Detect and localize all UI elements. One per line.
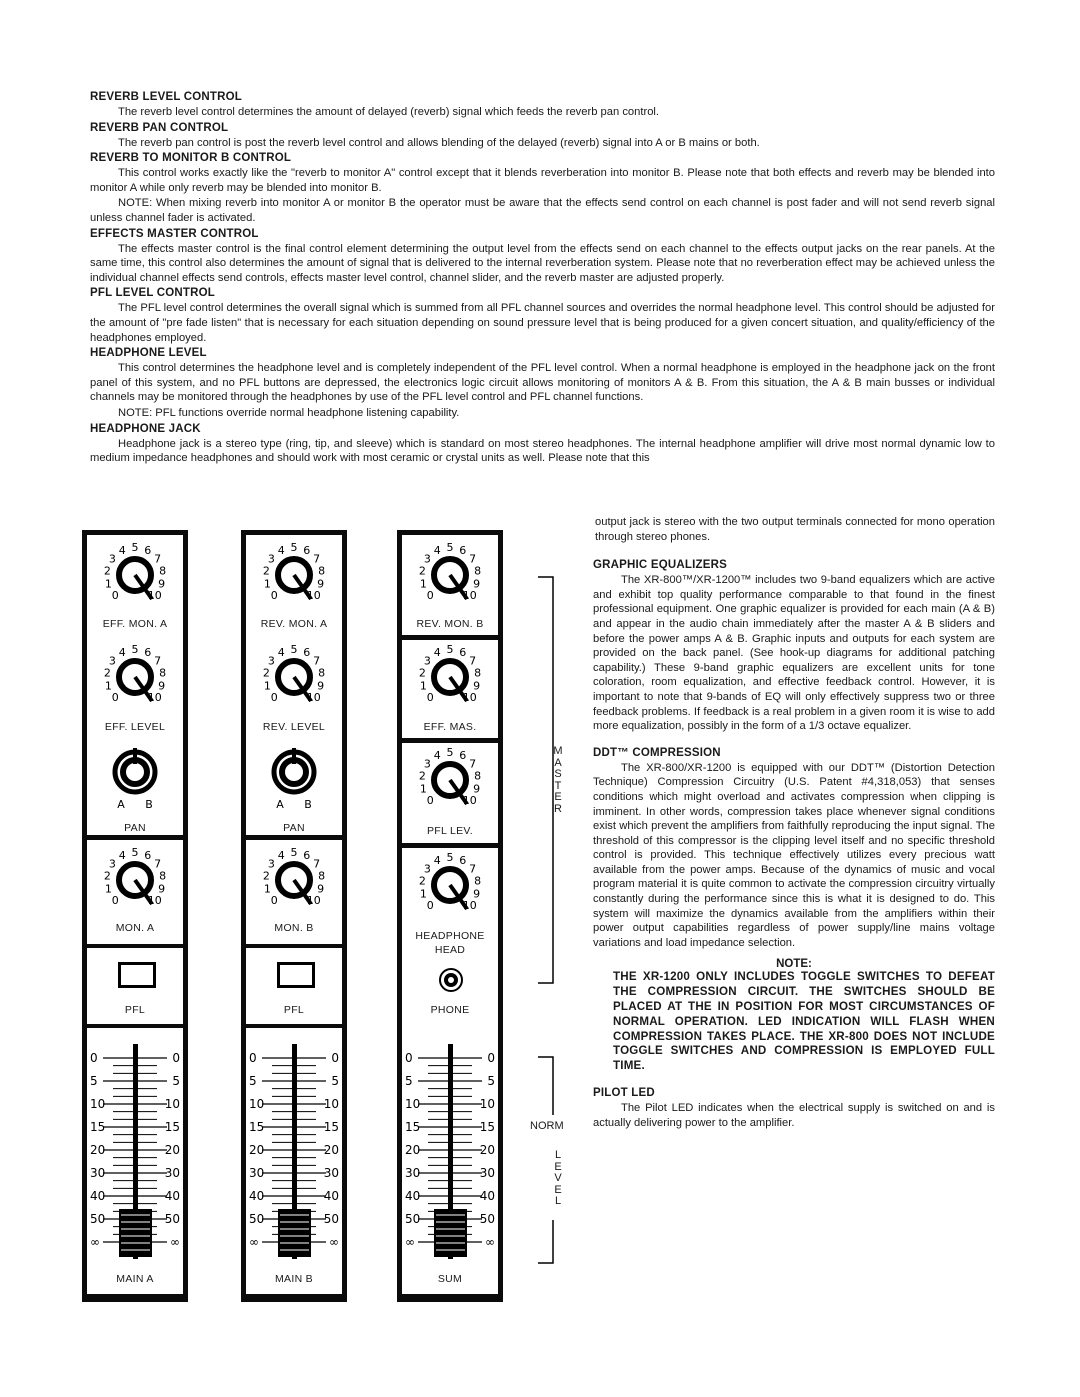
knob-scale-label: 0: [270, 893, 278, 907]
knob-scale-label: 3: [267, 552, 275, 566]
knob-scale-label: 4: [433, 544, 441, 558]
fader-scale-label: ∞: [90, 1235, 100, 1249]
knob-scale-label: 8: [318, 869, 326, 883]
section-heading: REVERB TO MONITOR B CONTROL: [90, 152, 292, 165]
knob-scale-label: 9: [317, 577, 325, 591]
knob-scale-label: 6: [459, 749, 467, 763]
graphic-eq-heading: GRAPHIC EQUALIZERS: [593, 559, 727, 572]
fader-scale-label: 10: [164, 1097, 180, 1111]
fader-scale: [246, 1028, 342, 1268]
knob-scale-label: 1: [419, 782, 427, 796]
fader-scale-label: 5: [90, 1074, 98, 1088]
fader-main-b[interactable]: [246, 1028, 342, 1294]
note-text: THE XR-1200 ONLY INCLUDES TOGGLE SWITCHES TO DEFEAT THE COMPRESSION CIRCUIT. THE SWITCHES SHOULD BE PLACED AT THE IN POSITION FOR MOST CIRCUMSTANCES OF NORMAL OPERATION. LED INDICATION WILL FLASH WHEN COMPRESSION TAKES PLACE. THE XR-800 DOES NOT INCLUDE TOGGLE SWITCHES AND COMPRESSION IS EMPLOYED FULL TIME.: [613, 970, 995, 1073]
knob-label: HEADPHONE: [415, 930, 485, 942]
knob-panel-c1: [402, 535, 498, 635]
knob-scale-label: 2: [418, 564, 426, 578]
section-paragraph: NOTE: PFL functions override normal headphone listening capability.: [118, 406, 460, 419]
knob-scale-label: 2: [262, 666, 270, 680]
knob-scale-label: 3: [108, 857, 116, 871]
rotary-knob[interactable]: [402, 845, 498, 925]
knob-scale-label: 3: [267, 654, 275, 668]
knob-scale-label: 7: [469, 862, 477, 876]
jack-label: PHONE: [430, 1004, 470, 1016]
fader-knob[interactable]: [119, 1209, 152, 1257]
knob-label: MON. B: [274, 922, 314, 934]
knob-scale-label: 2: [103, 666, 111, 680]
knob-label: REV. MON. A: [260, 618, 328, 630]
fader-scale-label: 40: [479, 1189, 495, 1203]
knob-scale-label: 4: [118, 544, 126, 558]
knob-scale-label: 6: [144, 849, 152, 863]
fader-scale-label: 20: [90, 1143, 106, 1157]
pan-end-label: B: [145, 798, 153, 811]
fader-scale-label: 50: [249, 1212, 265, 1226]
knob-scale-label: 2: [262, 869, 270, 883]
pan-knob[interactable]: [87, 738, 183, 818]
section-paragraph: The PFL level control determines the overall signal which is summed from all PFL channel sources and overrides the normal headphone level. This control should be adjusted for the amount of "pre fade listen" that is necessary for each situation depending on sound pressure level that is being produced for a given concert situation, and quality/efficiency of the headphones employed.: [90, 302, 995, 344]
knob-scale-label: 7: [313, 654, 321, 668]
knob-scale-label: 0: [426, 898, 434, 912]
fader-scale-label: 10: [249, 1097, 265, 1111]
knob-scale-label: 4: [118, 646, 126, 660]
knob-scale-label: 4: [433, 854, 441, 868]
knob-scale-label: 5: [446, 851, 454, 864]
knob-scale-label: 7: [469, 552, 477, 566]
knob-scale-label: 8: [474, 666, 482, 680]
knob-scale-label: 3: [423, 552, 431, 566]
channel-strip-main-a: [82, 530, 188, 1302]
fader-label: SUM: [437, 1273, 463, 1285]
knob-panel-c2: [402, 640, 498, 738]
fader-scale-label: 20: [249, 1143, 265, 1157]
knob-scale-label: 0: [111, 588, 119, 602]
fader-scale-label: 50: [90, 1212, 106, 1226]
pan-label: PAN: [124, 822, 146, 834]
knob-scale-label: 3: [423, 654, 431, 668]
knob-label: REV. MON. B: [416, 618, 484, 630]
rotary-knob[interactable]: [87, 535, 183, 615]
knob-scale-label: 6: [303, 849, 311, 863]
knob-scale-label: 9: [473, 679, 481, 693]
fader-scale-label: 15: [90, 1120, 106, 1134]
rotary-knob[interactable]: [402, 637, 498, 717]
knob-scale-label: 2: [262, 564, 270, 578]
fader-scale-label: 30: [164, 1166, 180, 1180]
knob-scale-label: 4: [433, 749, 441, 763]
knob-scale-label: 10: [306, 690, 321, 704]
knob-scale-label: 8: [474, 874, 482, 888]
fader-scale-label: 20: [164, 1143, 180, 1157]
knob-scale-label: 2: [103, 869, 111, 883]
fader-scale: [402, 1028, 498, 1268]
knob-scale-label: 0: [270, 588, 278, 602]
knob-scale-label: 8: [474, 564, 482, 578]
knob-scale-label: 9: [158, 577, 166, 591]
master-label: MASTER: [553, 745, 563, 815]
top-text: [90, 90, 995, 467]
fader-scale-label: 5: [331, 1074, 339, 1088]
knob-scale-label: 3: [108, 654, 116, 668]
knob-scale-label: 2: [103, 564, 111, 578]
knob-scale-label: 9: [317, 679, 325, 693]
fader-sum[interactable]: [402, 1028, 498, 1294]
graphic-eq-text: The XR-800™/XR-1200™ includes two 9-band equalizers which are active and exhibit top quality performance comparable to that found in the finest professional equipment. One graphic equalizer is provided for each main (A & B) and appear in the audio chain immediately after the master A & B sliders and before the power amps A & B. Graphic inputs and outputs for each system are provided on the back panel. (See hook-up diagrams for additional patching capability.) These 9-band graphic equalizers are excellent units for tone coloration, room equalization, and effective feedback control. However, it is important to note that 9-bands of EQ will only effectively suppress two or three feedback problems. If feedback is a real problem in a given room it is wise to add more equalization, possibly in the form of a 1/3 octave equalizer.: [593, 574, 995, 733]
pan-knob[interactable]: [246, 738, 342, 818]
pfl-button[interactable]: [277, 962, 315, 988]
continuation-text: output jack is stereo with the two output terminals connected for mono operation through stereo phones.: [595, 516, 995, 543]
knob-scale-label: 0: [270, 690, 278, 704]
knob-scale-label: 5: [290, 541, 298, 554]
knob-scale-label: 2: [418, 874, 426, 888]
knob-scale-label: 10: [462, 588, 477, 602]
knob-scale-label: 10: [147, 588, 162, 602]
channel-strip-main-b: [241, 530, 347, 1302]
rotary-knob[interactable]: [402, 740, 498, 820]
knob-scale-label: 10: [462, 793, 477, 807]
fader-scale-label: 10: [479, 1097, 495, 1111]
fader-scale-label: ∞: [170, 1235, 180, 1249]
knob-panel-b2: [246, 840, 342, 944]
knob-scale-label: 6: [303, 646, 311, 660]
fader-scale-label: 30: [479, 1166, 495, 1180]
fader-scale-label: 40: [405, 1189, 421, 1203]
knob-scale-label: 1: [263, 679, 271, 693]
section-heading: PFL LEVEL CONTROL: [90, 287, 216, 300]
fader-scale-label: 10: [323, 1097, 339, 1111]
knob-scale-label: 4: [277, 646, 285, 660]
fader-scale-label: 40: [90, 1189, 106, 1203]
fader-scale-label: 50: [164, 1212, 180, 1226]
knob-scale-label: 6: [144, 544, 152, 558]
ddt-text: The XR-800/XR-1200 is equipped with our DDT™ (Distortion Detection Technique) Compression Circuitry (U.S. Patent #4,318,053) that senses conditions which might overload and activates compression when clipping is imminent. In other words, compression takes place whenever signal conditions exist which prevent the amplifiers from faithfully reproducing the input signal. The threshold of this compressor is the clipping level itself and no specific threshold control is provided. This technique effectively utilizes every precious watt available from the power amps. Because of the dynamics of music and vocal program material it is quite common to activate the compression circuitry virtually constantly during the performance since this is what it is designed to do. This system will maximize the dynamics available from the amplifiers within their power output capabilities regardless of power supply/line mains voltage variations and load impedance selection.: [593, 761, 995, 949]
pan-label: PAN: [283, 822, 305, 834]
knob-scale-label: 3: [108, 552, 116, 566]
pilot-text: The Pilot LED indicates when the electrical supply is switched on and is actually delivering power to the amplifier.: [593, 1102, 995, 1129]
knob-scale-label: 8: [159, 564, 167, 578]
section-heading: HEADPHONE JACK: [90, 422, 201, 435]
knob-scale-label: 7: [313, 857, 321, 871]
knob-scale-label: 5: [446, 746, 454, 759]
section-paragraph: This control determines the headphone level and is completely independent of the PFL level control. When a normal headphone is employed in the headphone jack on the front panel of this system, and no PFL buttons are depressed, the electronics logic circuit allows monitoring of monitors A & B. From this situation, the A & B main busses or individual channels may be monitored through the headphones by use of the PFL level control and PFL channel functions.: [90, 362, 995, 404]
knob-scale-label: 10: [147, 893, 162, 907]
fader-scale-label: 5: [249, 1074, 257, 1088]
rotary-knob[interactable]: [87, 840, 183, 920]
knob-scale-label: 5: [290, 643, 298, 656]
fader-scale: [87, 1028, 183, 1268]
knob-scale-label: 8: [318, 564, 326, 578]
knob-scale-label: 0: [111, 893, 119, 907]
knob-scale-label: 7: [313, 552, 321, 566]
fader-scale-label: ∞: [329, 1235, 339, 1249]
knob-scale-label: 5: [131, 541, 139, 554]
fader-scale-label: 15: [164, 1120, 180, 1134]
knob-scale-label: 10: [147, 690, 162, 704]
norm-label: NORM: [530, 1120, 564, 1132]
knob-scale-label: 0: [111, 690, 119, 704]
knob-scale-label: 9: [158, 679, 166, 693]
fader-scale-label: 40: [249, 1189, 265, 1203]
fader-scale-label: 15: [323, 1120, 339, 1134]
fader-scale-label: 5: [172, 1074, 180, 1088]
knob-scale-label: 1: [263, 577, 271, 591]
fader-scale-label: 0: [172, 1051, 180, 1065]
knob-scale-label: 8: [474, 769, 482, 783]
knob-scale-label: 7: [154, 654, 162, 668]
knob-label: REV. LEVEL: [262, 721, 326, 733]
fader-scale-label: ∞: [249, 1235, 259, 1249]
knob-scale-label: 1: [104, 577, 112, 591]
fader-label: MAIN B: [275, 1273, 313, 1285]
knob-scale-label: 3: [423, 757, 431, 771]
fader-scale-label: 20: [323, 1143, 339, 1157]
section-paragraph: Headphone jack is a stereo type (ring, tip, and sleeve) which is standard on most stereo headphones. The internal headphone amplifier will drive most normal dynamic low to medium impedance headphones and should work with most ceramic or crystal units as well. Please note that this: [90, 437, 995, 465]
fader-scale-label: 15: [249, 1120, 265, 1134]
knob-panel-b: [246, 535, 342, 835]
fader-scale-label: 5: [487, 1074, 495, 1088]
knob-scale-label: 1: [419, 887, 427, 901]
fader-scale-label: 30: [323, 1166, 339, 1180]
fader-scale-label: 20: [479, 1143, 495, 1157]
knob-scale-label: 2: [418, 666, 426, 680]
rotary-knob[interactable]: [402, 535, 498, 615]
pfl-label: PFL: [124, 1004, 146, 1016]
fader-knob[interactable]: [278, 1209, 311, 1257]
knob-scale-label: 5: [446, 541, 454, 554]
knob-scale-label: 10: [306, 588, 321, 602]
knob-scale-label: 6: [459, 854, 467, 868]
knob-scale-label: 1: [419, 679, 427, 693]
knob-panel-c4: [402, 848, 498, 1028]
knob-scale-label: 4: [433, 646, 441, 660]
section-paragraph: The reverb pan control is post the reverb level control and allows blending of the delayed (reverb) signal into A or B mains or both.: [118, 136, 760, 149]
knob-label: HEAD: [434, 944, 466, 956]
pfl-label: PFL: [283, 1004, 305, 1016]
knob-scale-label: 4: [118, 849, 126, 863]
pan-end-label: A: [117, 798, 125, 811]
knob-label: EFF. MON. A: [102, 618, 168, 630]
knob-scale-label: 1: [263, 882, 271, 896]
fader-scale-label: ∞: [485, 1235, 495, 1249]
fader-scale-label: 50: [479, 1212, 495, 1226]
knob-scale-label: 6: [144, 646, 152, 660]
knob-scale-label: 9: [158, 882, 166, 896]
pilot-heading: PILOT LED: [593, 1087, 655, 1100]
knob-scale-label: 0: [426, 588, 434, 602]
pfl-panel-b: [246, 948, 342, 1024]
fader-scale-label: 0: [249, 1051, 257, 1065]
pfl-panel-a: [87, 948, 183, 1024]
knob-scale-label: 9: [473, 782, 481, 796]
fader-scale-label: 0: [487, 1051, 495, 1065]
fader-scale-label: 30: [90, 1166, 106, 1180]
knob-scale-label: 0: [426, 690, 434, 704]
knob-scale-label: 7: [469, 757, 477, 771]
rotary-knob[interactable]: [87, 637, 183, 717]
knob-scale-label: 2: [418, 769, 426, 783]
section-heading: HEADPHONE LEVEL: [90, 347, 207, 360]
knob-scale-label: 1: [104, 882, 112, 896]
pan-end-label: A: [276, 798, 284, 811]
fader-scale-label: 30: [249, 1166, 265, 1180]
knob-scale-label: 10: [306, 893, 321, 907]
knob-scale-label: 10: [462, 690, 477, 704]
knob-scale-label: 5: [290, 846, 298, 859]
knob-scale-label: 6: [459, 544, 467, 558]
knob-scale-label: 9: [473, 887, 481, 901]
right-column: [593, 515, 995, 1131]
fader-scale-label: ∞: [405, 1235, 415, 1249]
knob-panel-c3: [402, 743, 498, 843]
knob-scale-label: 5: [131, 846, 139, 859]
fader-scale-label: 50: [405, 1212, 421, 1226]
fader-knob[interactable]: [434, 1209, 467, 1257]
knob-scale-label: 7: [154, 857, 162, 871]
fader-scale-label: 15: [479, 1120, 495, 1134]
section-paragraph: This control works exactly like the "reverb to monitor A" control except that it blends reverberation into monitor B. Please note that both effects and reverb may be blended into monitor A while only reverb may be blended into monitor B.: [90, 167, 995, 194]
fader-scale-label: 0: [331, 1051, 339, 1065]
knob-label: MON. A: [115, 922, 155, 934]
fader-main-a[interactable]: [87, 1028, 183, 1294]
knob-scale-label: 1: [104, 679, 112, 693]
knob-scale-label: 0: [426, 793, 434, 807]
knob-scale-label: 4: [277, 849, 285, 863]
note-title: NOTE:: [776, 958, 812, 971]
knob-panel-a2: [87, 840, 183, 944]
fader-scale-label: 40: [323, 1189, 339, 1203]
knob-scale-label: 6: [303, 544, 311, 558]
fader-scale-label: 10: [405, 1097, 421, 1111]
section-heading: REVERB LEVEL CONTROL: [90, 91, 243, 103]
level-label: LEVEL: [554, 1149, 562, 1207]
fader-scale-label: 50: [323, 1212, 339, 1226]
fader-scale-label: 5: [405, 1074, 413, 1088]
knob-scale-label: 8: [318, 666, 326, 680]
knob-scale-label: 3: [423, 862, 431, 876]
knob-label: EFF. MAS.: [423, 721, 477, 733]
pfl-button[interactable]: [118, 962, 156, 988]
fader-label: MAIN A: [116, 1273, 154, 1285]
fader-scale-label: 0: [405, 1051, 413, 1065]
section-heading: EFFECTS MASTER CONTROL: [90, 227, 259, 240]
rotary-knob[interactable]: [246, 840, 342, 920]
knob-label: PFL LEV.: [427, 825, 473, 837]
fader-scale-label: 20: [405, 1143, 421, 1157]
ddt-heading: DDT™ COMPRESSION: [593, 746, 721, 759]
knob-scale-label: 5: [131, 643, 139, 656]
headphone-jack-icon[interactable]: [438, 967, 464, 993]
channel-strip-sum: [397, 530, 503, 1302]
fader-scale-label: 30: [405, 1166, 421, 1180]
fader-scale-label: 40: [164, 1189, 180, 1203]
knob-scale-label: 9: [317, 882, 325, 896]
fader-scale-label: 15: [405, 1120, 421, 1134]
section-paragraph: NOTE: When mixing reverb into monitor A or monitor B the operator must be aware that the effects send control on each channel is post fader and will not send reverb signal unless channel fader is activated.: [90, 197, 995, 224]
rotary-knob[interactable]: [246, 535, 342, 615]
knob-scale-label: 3: [267, 857, 275, 871]
knob-scale-label: 7: [154, 552, 162, 566]
rotary-knob[interactable]: [246, 637, 342, 717]
knob-scale-label: 4: [277, 544, 285, 558]
knob-scale-label: 1: [419, 577, 427, 591]
section-paragraph: The effects master control is the final control element determining the output level from the effects send on each channel to the effects output jacks on the rear panels. At the same time, this control also determines the amount of signal that is delivered to the internal reverberation system. Please note that no reverberation effect may be achieved unless the individual channel effects send controls, effects master level control, channel slider, and the reverb master are adjusted properly.: [90, 242, 995, 284]
fader-scale-label: 10: [90, 1097, 106, 1111]
knob-panel-a: [87, 535, 183, 835]
knob-scale-label: 9: [473, 577, 481, 591]
fader-scale-label: 0: [90, 1051, 98, 1065]
knob-scale-label: 6: [459, 646, 467, 660]
knob-scale-label: 5: [446, 643, 454, 656]
knob-scale-label: 10: [462, 898, 477, 912]
knob-label: EFF. LEVEL: [104, 721, 166, 733]
section-paragraph: The reverb level control determines the amount of delayed (reverb) signal which feeds the reverb pan control.: [118, 106, 660, 118]
pan-end-label: B: [304, 798, 312, 811]
knob-scale-label: 7: [469, 654, 477, 668]
knob-scale-label: 8: [159, 869, 167, 883]
knob-scale-label: 8: [159, 666, 167, 680]
section-heading: REVERB PAN CONTROL: [90, 121, 229, 134]
